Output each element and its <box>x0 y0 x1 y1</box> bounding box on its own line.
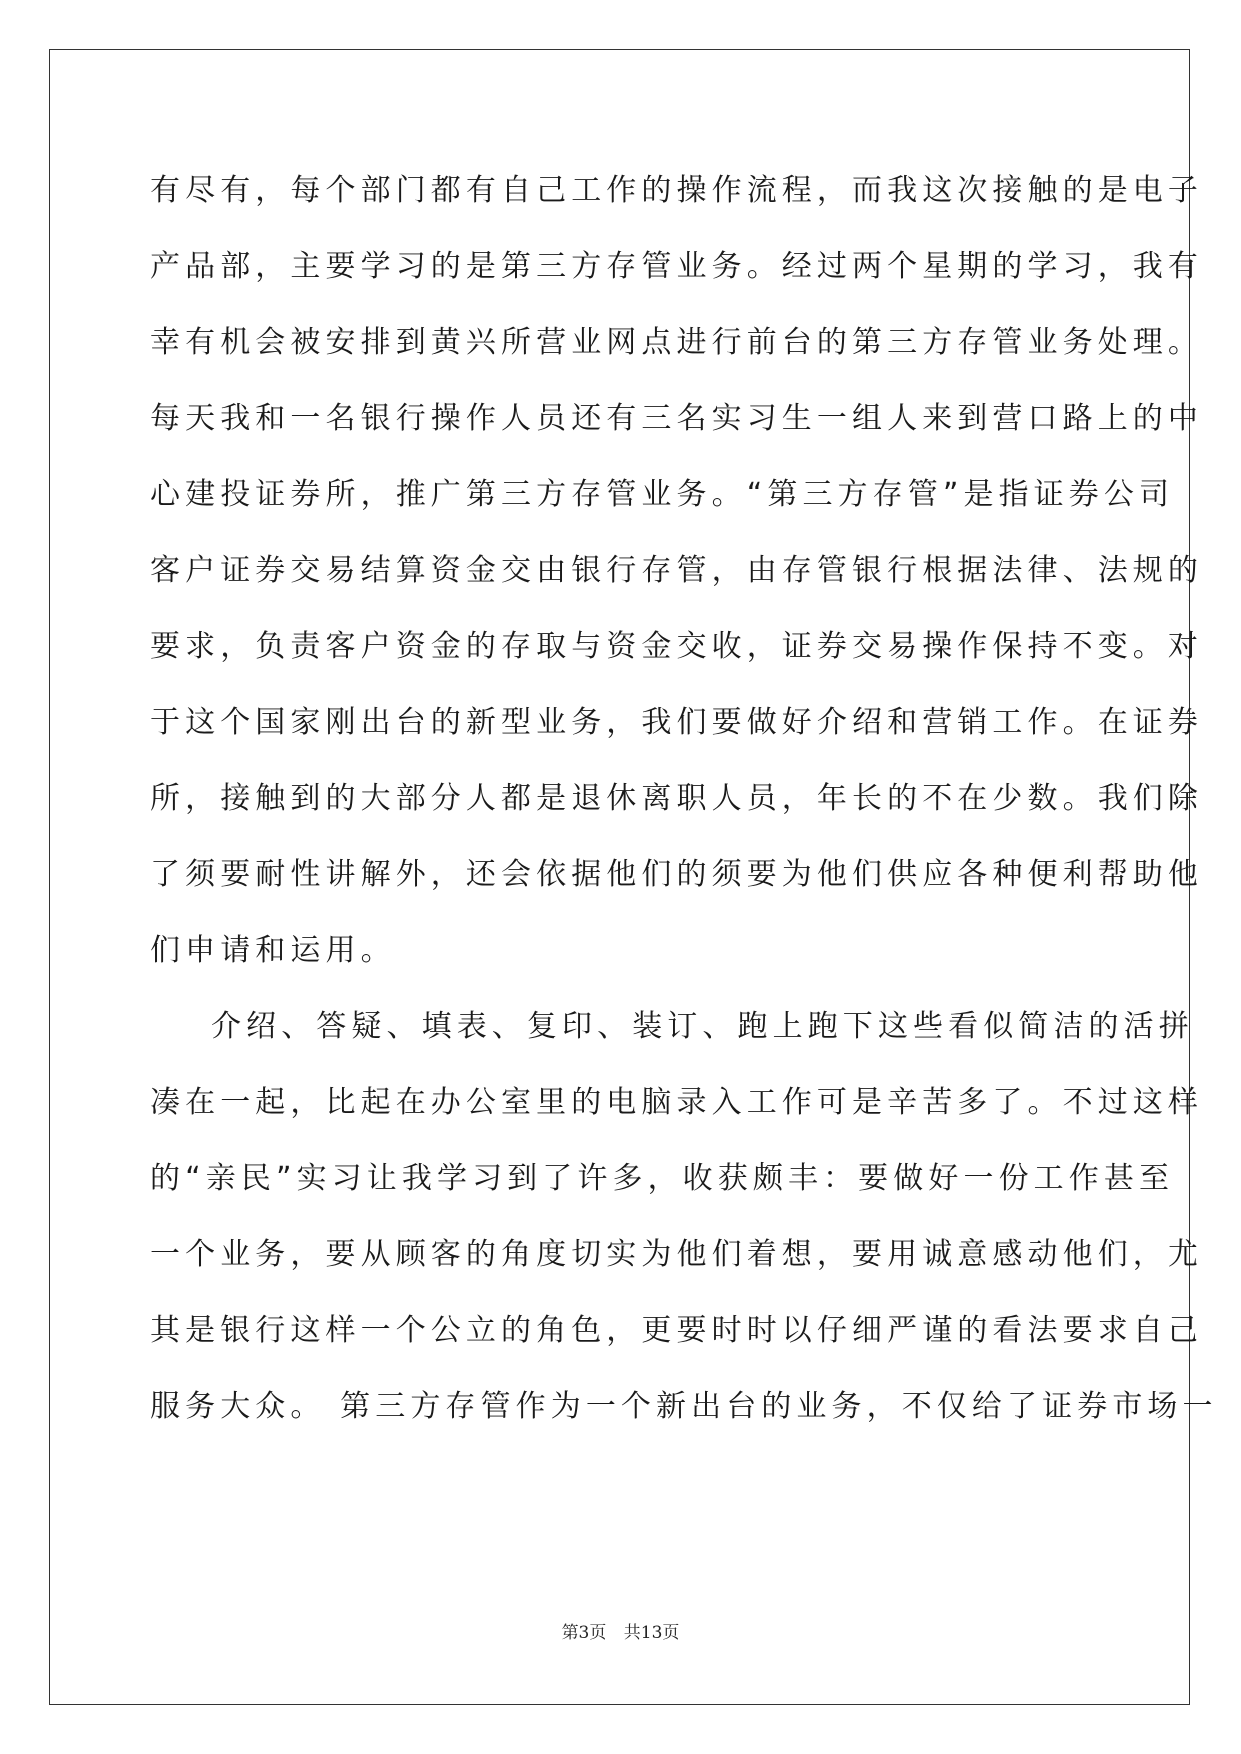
page-total: 共13页 <box>623 1623 680 1643</box>
text-line: 心建投证券所，推广第三方存管业务。“第三方存管”是指证券公司 <box>150 477 1175 512</box>
text-line: 们申请和运用。 <box>150 933 396 968</box>
text-line: 服务大众。 第三方存管作为一个新出台的业务，不仅给了证券市场一 <box>150 1389 1218 1424</box>
page-number: 第3页 <box>561 1623 607 1643</box>
text-line: 一个业务，要从顾客的角度切实为他们着想，要用诚意感动他们，尤 <box>150 1237 1203 1272</box>
text-line: 了须要耐性讲解外，还会依据他们的须要为他们供应各种便利帮助他 <box>150 857 1203 892</box>
text-line: 所，接触到的大部分人都是退休离职人员，年长的不在少数。我们除 <box>150 781 1203 816</box>
text-line: 要求，负责客户资金的存取与资金交收，证券交易操作保持不变。对 <box>150 629 1203 664</box>
text-line: 产品部，主要学习的是第三方存管业务。经过两个星期的学习，我有 <box>150 249 1203 284</box>
text-line: 有尽有，每个部门都有自己工作的操作流程，而我这次接触的是电子 <box>150 173 1203 208</box>
text-line: 凑在一起，比起在办公室里的电脑录入工作可是辛苦多了。不过这样 <box>150 1085 1203 1120</box>
text-line: 每天我和一名银行操作人员还有三名实习生一组人来到营口路上的中 <box>150 401 1203 436</box>
paragraph-start-line: 介绍、答疑、填表、复印、装订、跑上跑下这些看似简洁的活拼 <box>211 1009 1194 1044</box>
page-footer <box>0 1618 1241 1643</box>
text-line: 的“亲民”实习让我学习到了许多，收获颇丰：要做好一份工作甚至 <box>150 1161 1175 1196</box>
document-body <box>150 153 1218 1445</box>
text-line: 其是银行这样一个公立的角色，更要时时以仔细严谨的看法要求自己 <box>150 1313 1203 1348</box>
text-line: 于这个国家刚出台的新型业务，我们要做好介绍和营销工作。在证券 <box>150 705 1203 740</box>
text-line: 客户证券交易结算资金交由银行存管，由存管银行根据法律、法规的 <box>150 553 1203 588</box>
text-line: 幸有机会被安排到黄兴所营业网点进行前台的第三方存管业务处理。 <box>150 325 1203 360</box>
